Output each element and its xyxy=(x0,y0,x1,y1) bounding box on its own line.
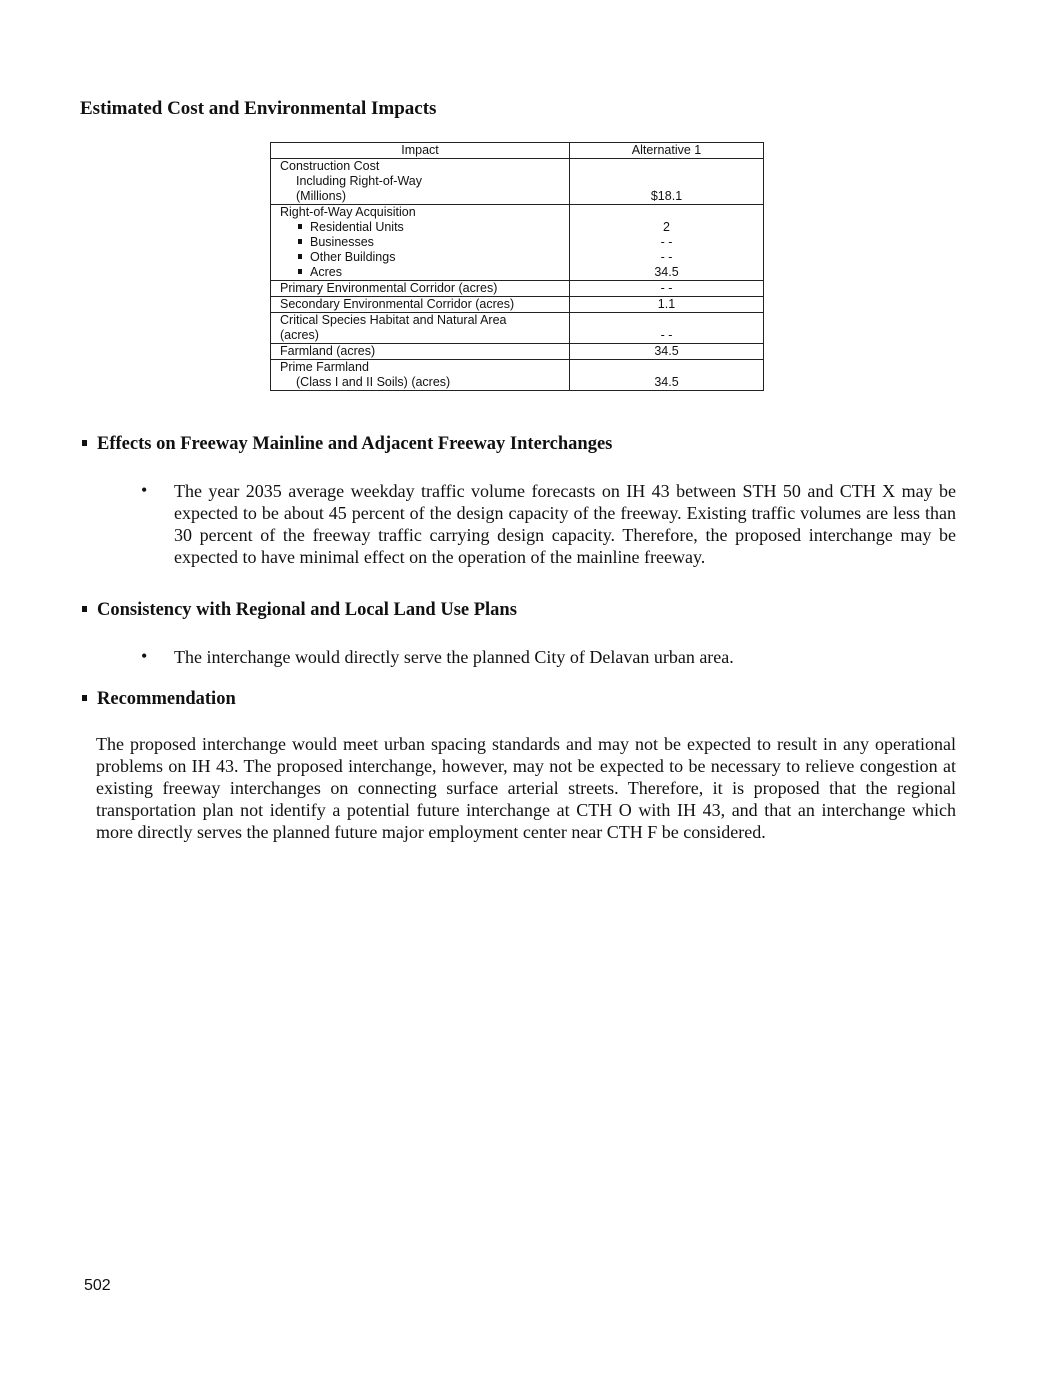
table-header-row xyxy=(271,143,764,159)
prime-farmland-value: 34.5 xyxy=(570,360,764,391)
acq-businesses-label: Businesses xyxy=(310,235,374,249)
binder-hole-mark xyxy=(1030,598,1045,644)
binder-hole-mark xyxy=(1030,812,1045,858)
acquisition-label: Right-of-Way Acquisition xyxy=(280,205,416,219)
bullet-icon xyxy=(298,269,302,274)
recommendation-text: The proposed interchange would meet urban spacing standards and may not be expected to result in any operational problems on IH 43. The proposed interchange, however, may not be expected to be necessary to relieve congestion at existing freeway interchanges on connecting surface arterial streets. Therefore, it is proposed that the regional transportation plan not identify a potential future interchange at CTH O with IH 43, and that an interchange which more directly serves the planned future major employment center near CTH F be considered. xyxy=(96,734,956,842)
square-bullet-icon xyxy=(82,695,87,701)
acq-residential-value: 2 xyxy=(663,220,670,234)
bullet-dot-icon: • xyxy=(141,480,148,500)
bullet-dot-icon: • xyxy=(141,646,148,666)
acq-acres-value: 34.5 xyxy=(654,265,679,279)
construction-cost-value: $18.1 xyxy=(570,159,764,205)
header-alternative: Alternative 1 xyxy=(570,143,764,159)
binder-hole-mark xyxy=(1030,1240,1045,1286)
construction-cost-sublabel: Including Right-of-Way xyxy=(296,174,422,188)
binder-hole-mark xyxy=(1030,381,1045,427)
secondary-corridor-label: Secondary Environmental Corridor (acres) xyxy=(271,297,570,313)
acq-acres-label: Acres xyxy=(310,265,342,279)
table-row xyxy=(271,281,764,297)
binder-hole-mark xyxy=(1030,455,1045,501)
primary-corridor-value: - - xyxy=(570,281,764,297)
binder-hole-mark xyxy=(1030,668,1045,714)
acq-other-value: - - xyxy=(660,250,673,264)
construction-cost-unit: (Millions) xyxy=(296,189,346,203)
recommendation-heading: Recommendation xyxy=(80,689,236,710)
acq-residential-label: Residential Units xyxy=(310,220,404,234)
habitat-value: - - xyxy=(570,313,764,344)
binder-hole-mark xyxy=(1030,884,1045,930)
table-row xyxy=(271,360,764,391)
binder-hole-mark xyxy=(1030,97,1045,145)
table-row xyxy=(271,159,764,205)
prime-farmland-label: Prime Farmland xyxy=(280,360,369,374)
habitat-unit: (acres) xyxy=(280,328,319,342)
binder-hole-mark xyxy=(1030,956,1045,1002)
binder-hole-mark xyxy=(1030,168,1045,214)
effects-bullet-text: The year 2035 average weekday traffic volume forecasts on IH 43 between STH 50 and CTH X may be expected to be about 45 percent of the design capacity of the freeway. Existing traffic volumes are less than 30 percent of the freeway traffic carrying design capacity. Therefore, the proposed interchange may be expected to have minimal effect on the operation of the mainline freeway. xyxy=(174,481,956,567)
prime-farmland-sublabel: (Class I and II Soils) (acres) xyxy=(296,375,451,389)
secondary-corridor-value: 1.1 xyxy=(570,297,764,313)
binder-hole-mark xyxy=(1030,527,1045,573)
table-row xyxy=(271,205,764,281)
primary-corridor-label: Primary Environmental Corridor (acres) xyxy=(271,281,570,297)
section-title: Estimated Cost and Environmental Impacts xyxy=(80,98,437,119)
farmland-label: Farmland (acres) xyxy=(271,344,570,360)
binder-hole-mark xyxy=(1031,24,1046,70)
binder-hole-mark xyxy=(1030,1310,1045,1356)
acq-businesses-value: - - xyxy=(660,235,673,249)
header-impact: Impact xyxy=(271,143,570,159)
construction-cost-label: Construction Cost xyxy=(280,159,380,173)
consistency-heading: Consistency with Regional and Local Land Use Plans xyxy=(80,600,517,621)
table-row xyxy=(271,297,764,313)
consistency-bullet-text: The interchange would directly serve the planned City of Delavan urban area. xyxy=(174,647,734,667)
square-bullet-icon xyxy=(82,440,87,446)
farmland-value: 34.5 xyxy=(570,344,764,360)
table-row xyxy=(271,313,764,344)
impacts-table xyxy=(270,142,764,391)
binder-hole-mark xyxy=(1030,1028,1045,1074)
binder-hole-mark xyxy=(1030,1170,1045,1216)
binder-hole-mark xyxy=(1030,240,1045,286)
binder-hole-mark xyxy=(1031,310,1046,356)
effects-heading: Effects on Freeway Mainline and Adjacent Freeway Interchanges xyxy=(80,434,612,455)
binder-hole-mark xyxy=(1030,1098,1045,1144)
bullet-icon xyxy=(298,224,302,229)
page-number: 502 xyxy=(84,1277,111,1294)
bullet-icon xyxy=(298,239,302,244)
binder-hole-mark xyxy=(1030,740,1045,786)
habitat-label: Critical Species Habitat and Natural Area xyxy=(280,313,507,327)
square-bullet-icon xyxy=(82,606,87,612)
bullet-icon xyxy=(298,254,302,259)
table-row xyxy=(271,344,764,360)
acq-other-label: Other Buildings xyxy=(310,250,396,264)
